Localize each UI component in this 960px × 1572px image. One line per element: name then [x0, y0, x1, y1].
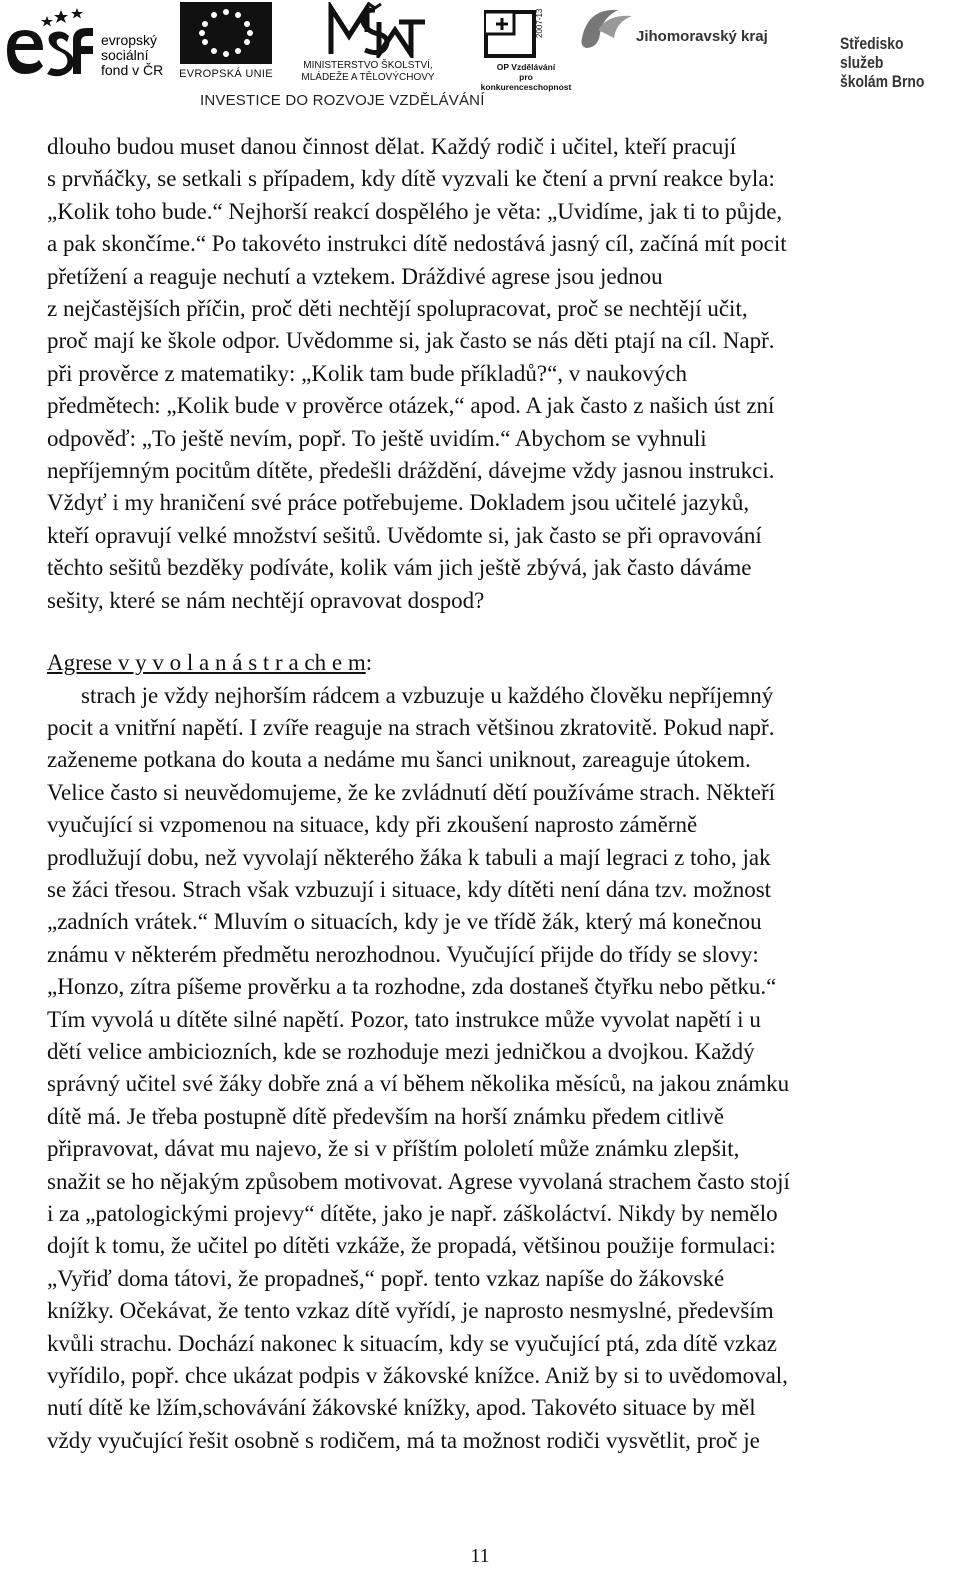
center-logo: Středisko služeb školám Brno: [840, 34, 925, 91]
msmt-logo: [283, 2, 453, 84]
eu-flag-icon: [180, 2, 272, 64]
svg-text:2007-13: 2007-13: [535, 8, 544, 38]
op-logo: [480, 6, 572, 92]
text-line: Velice často si neuvědomujeme, že ke zvládnutí dětí používáme strach. Někteří: [47, 779, 776, 805]
text-line: vyřídilo, popř. chce ukázat podpis v žákovské knížce. Aniž by si to uvědomoval,: [47, 1363, 788, 1389]
text-line: nutí dítě ke lžím,schovávání žákovské knížky, apod. Takovéto situace by měl: [47, 1395, 756, 1421]
text-line: pocit a vnitřní napětí. I zvíře reaguje na strach většinou zkratovitě. Pokud např.: [47, 714, 775, 740]
text-line: přetížení a reaguje nechutí a vztekem. Dráždivé agrese jsou jednou: [47, 263, 663, 289]
msmt-caption: MINISTERSTVO ŠKOLSTVÍ, MLÁDEŽE A TĚLOVÝCHOVY: [301, 60, 435, 83]
text-line: vždy vyučující řešit osobně s rodičem, má ta možnost rodiči vysvětlit, proč je: [47, 1427, 760, 1453]
text-line: známu v některém předmětu nerozhodnou. Vyučující přijde do třídy se slovy:: [47, 941, 759, 967]
text-line: kvůli strachu. Dochází nakonec k situacím, kdy se vyučující ptá, zda dítě vzkaz: [47, 1330, 778, 1356]
text-line: „Kolik toho bude.“ Nejhorší reakcí dospělého je věta: „Uvidíme, jak ti to půjde,: [47, 198, 783, 224]
page-number: 11: [470, 1545, 490, 1567]
text-line: „Vyřiď doma tátovi, že propadneš,“ popř. tento vzkaz napíše do žákovské: [47, 1265, 725, 1291]
op-mark-icon: [480, 6, 570, 60]
text-line: zaženeme potkana do kouta a nedáme mu šanci uniknout, zareaguje útokem.: [47, 747, 751, 773]
eu-logo: EVROPSKÁ UNIE: [176, 2, 276, 82]
text-line: dětí velice ambiciozních, kde se rozhoduje mezi jedničkou a dvojkou. Každý: [47, 1038, 755, 1064]
tagline: INVESTICE DO ROZVOJE VZDĚLÁVÁNÍ: [200, 92, 485, 109]
section-heading: [47, 647, 947, 679]
text-line: dlouho budou muset danou činnost dělat. Každý rodič i učitel, kteří pracují: [47, 134, 737, 159]
text-line: snažit se ho nějakým způsobem motivovat. Agrese vyvolaná strachem často stojí: [47, 1168, 790, 1194]
text-line: se žáci třesou. Strach však vzbuzují i situace, kdy dítěti není dána tzv. možnost: [47, 876, 772, 902]
text-line: z nejčastějších příčin, proč děti nechtějí spolupracovat, proč se nechtějí učit,: [47, 296, 748, 322]
msmt-mark-icon: [283, 2, 453, 58]
text-line: a pak skončíme.“ Po takovéto instrukci dítě nedostává jasný cíl, začíná mít pocit: [47, 231, 787, 257]
op-caption: OP Vzdělávání pro konkurenceschopnost: [480, 62, 572, 92]
document-body: [47, 131, 947, 1457]
text-line: dítě má. Je třeba postupně dítě především na horší známku předem citlivě: [47, 1103, 725, 1129]
text-line: dojít k tomu, že učitel po dítěti vzkáže, že propadá, většinou použije formulaci:: [47, 1233, 776, 1259]
paragraph: [47, 680, 947, 1458]
text-line: vyučující si vzpomenou na situace, kdy při zkoušení naprosto záměrně: [47, 812, 698, 838]
paragraph: [47, 131, 947, 617]
text-line: „zadních vrátek.“ Mluvím o situacích, kdy je ve třídě žák, který má konečnou: [47, 909, 762, 935]
text-line: prodlužují dobu, než vyvolají některého žáka k tabuli a mají legraci z toho, jak: [47, 844, 771, 870]
text-line: Vždyť i my hraničení své práce potřebujeme. Dokladem jsou učitelé jazyků,: [47, 490, 750, 516]
text-line: sešity, které se nám nechtějí opravovat dospod?: [47, 587, 485, 613]
text-line: odpověď: „To ještě nevím, popř. To ještě uvidím.“ Abychom se vyhnuli: [47, 425, 707, 451]
esf-text: evropský sociální fond v ČR: [101, 32, 164, 78]
text-line: s prvňáčky, se setkali s případem, kdy dítě vyzvali ke čtení a první reakce byla:: [47, 166, 775, 192]
text-line: při prověrce z matematiky: „Kolik tam bude příkladů?“, v naukových: [47, 360, 687, 386]
text-line: připravovat, dávat mu najevo, že si v příštím pololetí může známku zlepšit,: [47, 1136, 740, 1162]
section-heading-colon: :: [365, 650, 373, 676]
text-line: správný učitel své žáky dobře zná a ví během několika měsíců, na jakou známku: [47, 1071, 790, 1097]
text-line: proč mají ke škole odpor. Uvědomme si, jak často se nás děti ptají na cíl. Např.: [47, 328, 775, 354]
logo-header: [0, 0, 960, 118]
esf-logo-icon: [3, 6, 95, 80]
jmk-logo: Jihomoravský kraj: [578, 4, 773, 64]
text-line: těchto sešitů bezděky podíváte, kolik vám jich ještě zbývá, jak často dáváme: [47, 555, 752, 581]
section-heading-text: Agrese v y v o l a n á s t r a ch e m: [47, 650, 366, 676]
text-line: knížky. Očekávat, že tento vzkaz dítě vyřídí, je naprosto nesmyslné, především: [47, 1298, 774, 1324]
text-line: nepříjemným pocitům dítěte, předešli dráždění, dávejme vždy jasnou instrukci.: [47, 458, 775, 484]
paragraph-gap: [47, 617, 947, 647]
text-line: kteří opravují velké množství sešitů. Uvědomte si, jak často se při opravování: [47, 522, 762, 548]
text-line: i za „patologickými projevy“ dítěte, jako je např. záškoláctví. Nikdy by nemělo: [47, 1201, 778, 1226]
jmk-swoosh-icon: [578, 4, 638, 54]
text-line: strach je vždy nejhorším rádcem a vzbuzuje u každého člověku nepříjemný: [81, 682, 774, 708]
text-line: Tím vyvolá u dítěte silné napětí. Pozor, tato instrukce může vyvolat napětí i u: [47, 1006, 761, 1032]
text-line: „Honzo, zítra píšeme prověrku a ta rozhodne, zda dostaneš čtyřku nebo pětku.“: [47, 974, 777, 1000]
text-line: předmětech: „Kolik bude v prověrce otázek,“ apod. A jak často z našich úst zní: [47, 393, 775, 419]
